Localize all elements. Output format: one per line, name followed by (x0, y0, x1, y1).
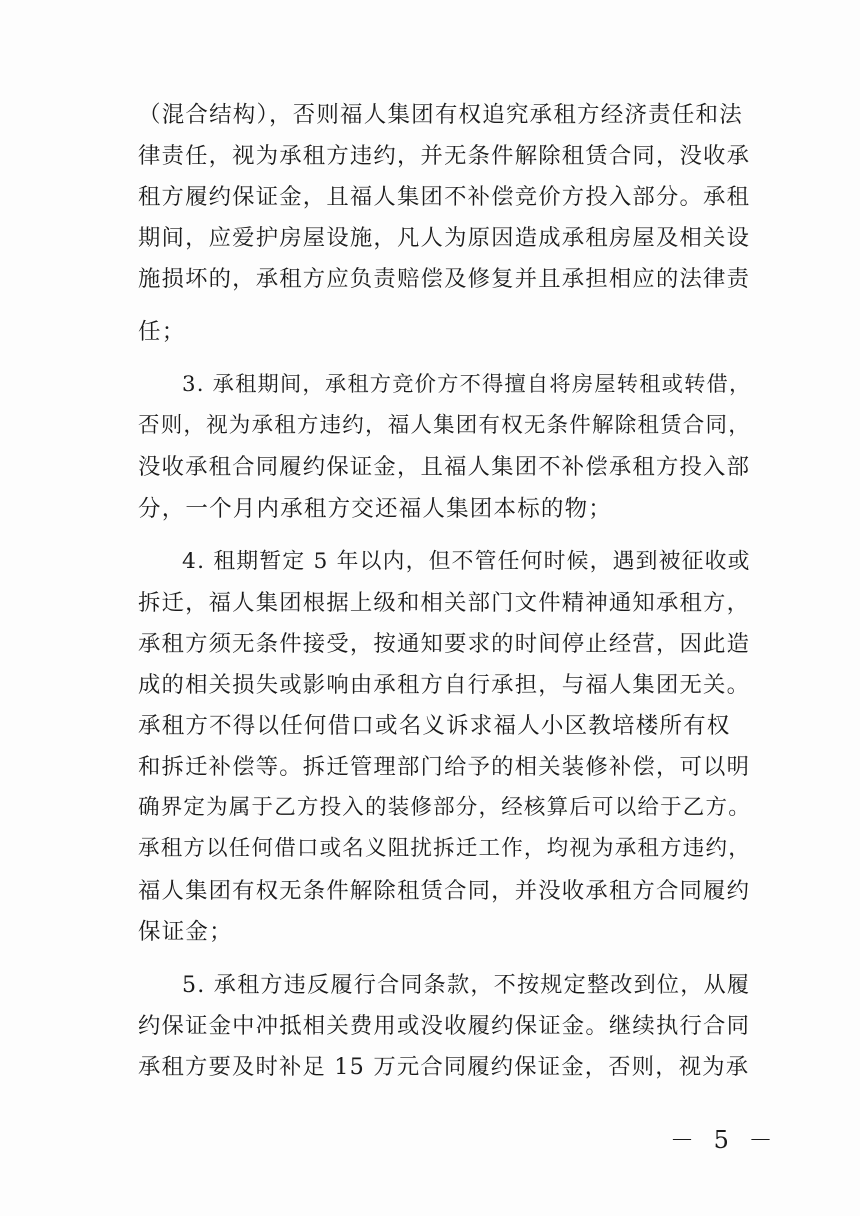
text-line: 3. 承租期间，承租方竞价方不得擅自将房屋转租或转借， (182, 372, 752, 397)
text-line: 分，一个月内承租方交还福人集团本标的物； (138, 496, 613, 522)
text-line: 没收承租合同履约保证金，且福人集团不补偿承租方投入部 (138, 454, 751, 480)
text-line: 确界定为属于乙方投入的装修部分，经核算后可以给于乙方。 (138, 795, 751, 820)
text-line: 期间，应爱护房屋设施，凡人为原因造成承租房屋及相关设 (138, 225, 751, 251)
text-line: 任； (138, 319, 186, 345)
text-line: 福人集团有权无条件解除租赁合同，并没收承租方合同履约 (138, 878, 751, 904)
text-line: 5. 承租方违反履行合同条款，不按规定整改到位，从履 (182, 972, 751, 998)
text-line: 成的相关损失或影响由承租方自行承担，与福人集团无关。 (138, 672, 751, 698)
text-line: 承租方不得以任何借口或名义诉求福人小区教培楼所有权 (138, 713, 731, 739)
text-line: 约保证金中冲抵相关费用或没收履约保证金。继续执行合同 (138, 1013, 751, 1039)
page-number: － 5 － (670, 1126, 779, 1154)
text-line: 4. 租期暂定 5 年以内，但不管任何时候，遇到被征收或 (182, 549, 751, 574)
text-line: 否则，视为承租方违约，福人集团有权无条件解除租赁合同， (138, 413, 751, 438)
text-line: 租方履约保证金，且福人集团不补偿竞价方投入部分。承租 (138, 184, 751, 210)
text-line: 律责任，视为承租方违约，并无条件解除租赁合同，没收承 (138, 143, 751, 169)
text-line: 承租方以任何借口或名义阻扰拆迁工作，均视为承租方违约， (138, 836, 751, 861)
text-line: 承租方须无条件接受，按通知要求的时间停止经营，因此造 (138, 631, 751, 657)
text-line: 承租方要及时补足 15 万元合同履约保证金，否则，视为承 (138, 1054, 750, 1080)
text-line: 施损坏的，承租方应负责赔偿及修复并且承担相应的法律责 (138, 266, 751, 292)
text-line: （混合结构），否则福人集团有权追究承租方经济责任和法 (138, 102, 743, 128)
text-line: 保证金； (138, 919, 233, 945)
text-line: 和拆迁补偿等。拆迁管理部门给予的相关装修补偿，可以明 (138, 754, 751, 780)
text-line: 拆迁，福人集团根据上级和相关部门文件精神通知承租方， (138, 590, 751, 616)
